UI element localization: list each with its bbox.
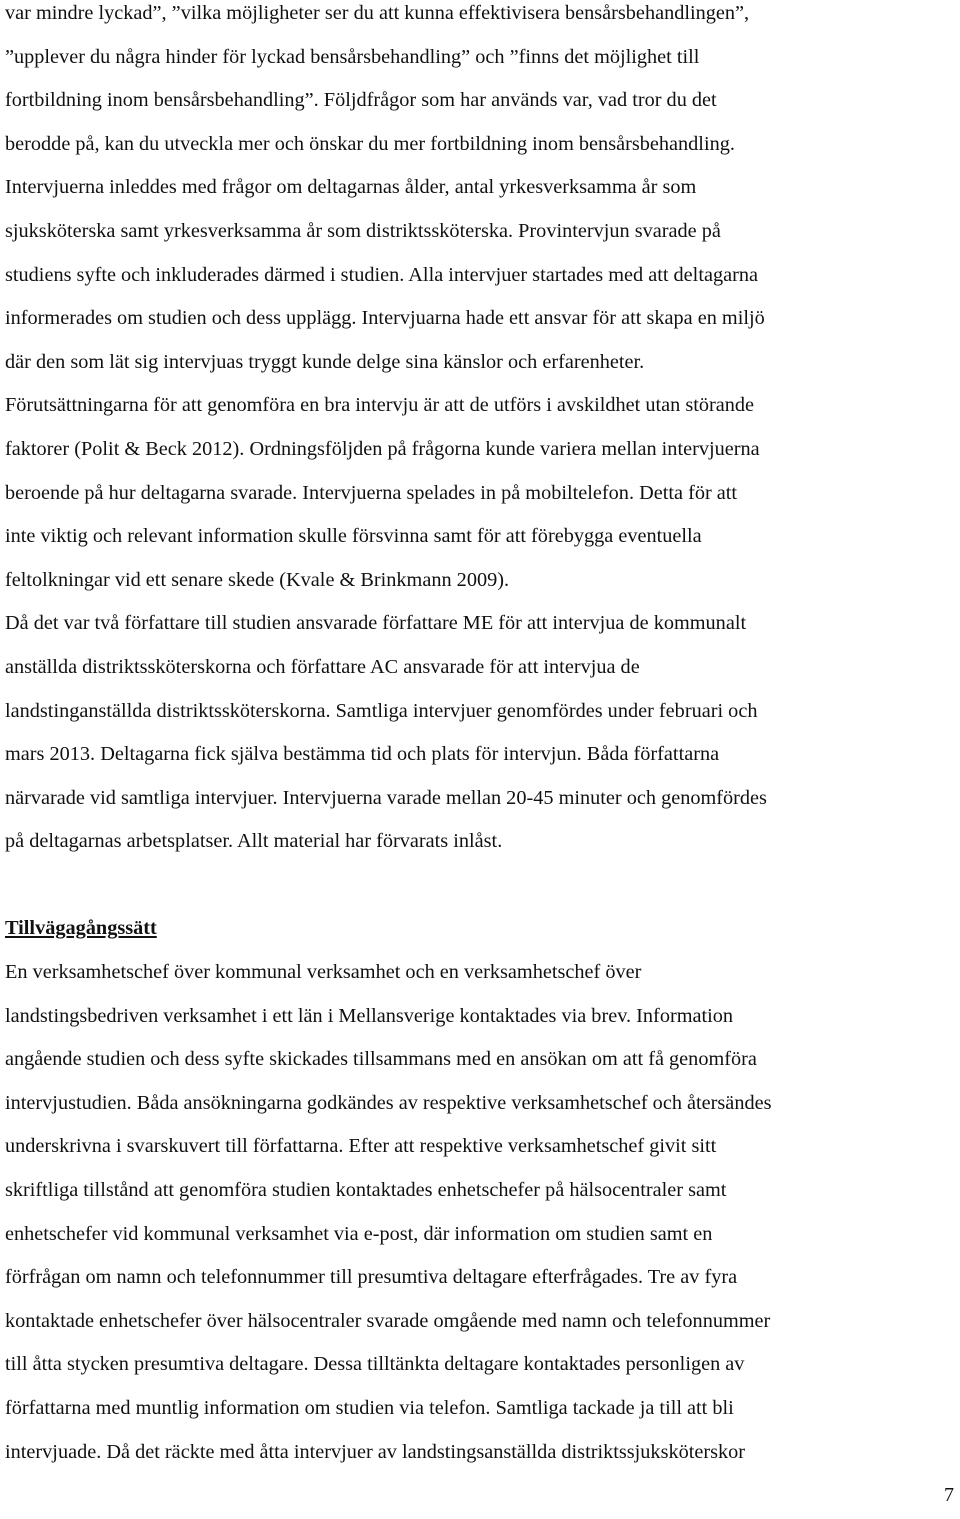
text-line: berodde på, kan du utveckla mer och önskar du mer fortbildning inom bensårsbehandling.	[5, 132, 735, 155]
text-line: feltolkningar vid ett senare skede (Kvale & Brinkmann 2009).	[5, 568, 510, 591]
text-line: Förutsättningarna för att genomföra en bra intervju är att de utförs i avskildhet utan störande	[5, 394, 755, 417]
text-line: på deltagarnas arbetsplatser. Allt material har förvarats inlåst.	[5, 830, 503, 853]
text-line: faktorer (Polit & Beck 2012). Ordningsföljden på frågorna kunde variera mellan intervjuerna	[5, 437, 760, 460]
text-line: informerades om studien och dess upplägg. Intervjuarna hade ett ansvar för att skapa en miljö	[5, 307, 765, 330]
text-line: förfrågan om namn och telefonnummer till presumtiva deltagare efterfrågades. Tre av fyra	[5, 1266, 738, 1289]
paragraph-interview-method	[5, 0, 960, 602]
text-line: Intervjuerna inleddes med frågor om deltagarnas ålder, antal yrkesverksamma år som	[5, 176, 697, 199]
paragraph-procedure	[5, 951, 960, 1474]
section-heading: Tillvägagångssätt	[5, 917, 157, 940]
text-line: författarna med muntlig information om studien via telefon. Samtliga tackade ja till att bli	[5, 1397, 734, 1419]
document-page	[5, 0, 960, 1474]
text-line: sjuksköterska samt yrkesverksamma år som distriktssköterska. Provintervjun svarade på	[5, 219, 721, 242]
text-line: fortbildning inom bensårsbehandling”. Följdfrågor som har används var, vad tror du det	[5, 89, 717, 112]
text-line: var mindre lyckad”, ”vilka möjligheter ser du att kunna effektivisera bensårsbehandlingen”,	[5, 2, 750, 24]
text-line: landstinganställda distriktssköterskorna. Samtliga intervjuer genomfördes under februari och	[5, 699, 758, 722]
paragraph-interview-logistics	[5, 602, 960, 864]
text-line: beroende på hur deltagarna svarade. Intervjuerna spelades in på mobiltelefon. Detta för att	[5, 481, 738, 504]
text-line: anställda distriktssköterskorna och författare AC ansvarade för att intervjua de	[5, 655, 640, 678]
text-line: ”upplever du några hinder för lyckad bensårsbehandling” och ”finns det möjlighet till	[5, 45, 700, 68]
text-line: intervjuade. Då det räckte med åtta intervjuer av landstingsanställda distriktssjuksköterskor	[5, 1440, 746, 1463]
text-line: till åtta stycken presumtiva deltagare. Dessa tilltänkta deltagare kontaktades personligen av	[5, 1353, 745, 1376]
text-line: studiens syfte och inkluderades därmed i studien. Alla intervjuer startades med att deltagarna	[5, 263, 758, 286]
text-line: underskrivna i svarskuvert till författarna. Efter att respektive verksamhetschef givit sitt	[5, 1135, 717, 1158]
text-line: angående studien och dess syfte skickades tillsammans med en ansökan om att få genomföra	[5, 1048, 757, 1071]
page-number: 7	[944, 1484, 954, 1506]
text-line: där den som lät sig intervjuas tryggt kunde delge sina känslor och erfarenheter.	[5, 350, 645, 373]
text-line: En verksamhetschef över kommunal verksamhet och en verksamhetschef över	[5, 961, 642, 984]
text-line: intervjustudien. Båda ansökningarna godkändes av respektive verksamhetschef och återsändes	[5, 1091, 772, 1114]
text-line: närvarade vid samtliga intervjuer. Intervjuerna varade mellan 20-45 minuter och genomfördes	[5, 786, 767, 809]
text-line: Då det var två författare till studien ansvarade författare ME för att intervjua de kommunalt	[5, 612, 747, 635]
text-line: skriftliga tillstånd att genomföra studien kontaktades enhetschefer på hälsocentraler samt	[5, 1179, 727, 1202]
text-line: enhetschefer vid kommunal verksamhet via e-post, där information om studien samt en	[5, 1222, 713, 1245]
text-line: mars 2013. Deltagarna fick själva bestämma tid och plats för intervjun. Båda författarna	[5, 743, 720, 766]
text-line: landstingsbedriven verksamhet i ett län i Mellansverige kontaktades via brev. Information	[5, 1004, 734, 1027]
text-line: inte viktig och relevant information skulle försvinna samt för att förebygga eventuella	[5, 525, 702, 548]
text-line: kontaktade enhetschefer över hälsocentraler svarade omgående med namn och telefonnummer	[5, 1309, 771, 1332]
